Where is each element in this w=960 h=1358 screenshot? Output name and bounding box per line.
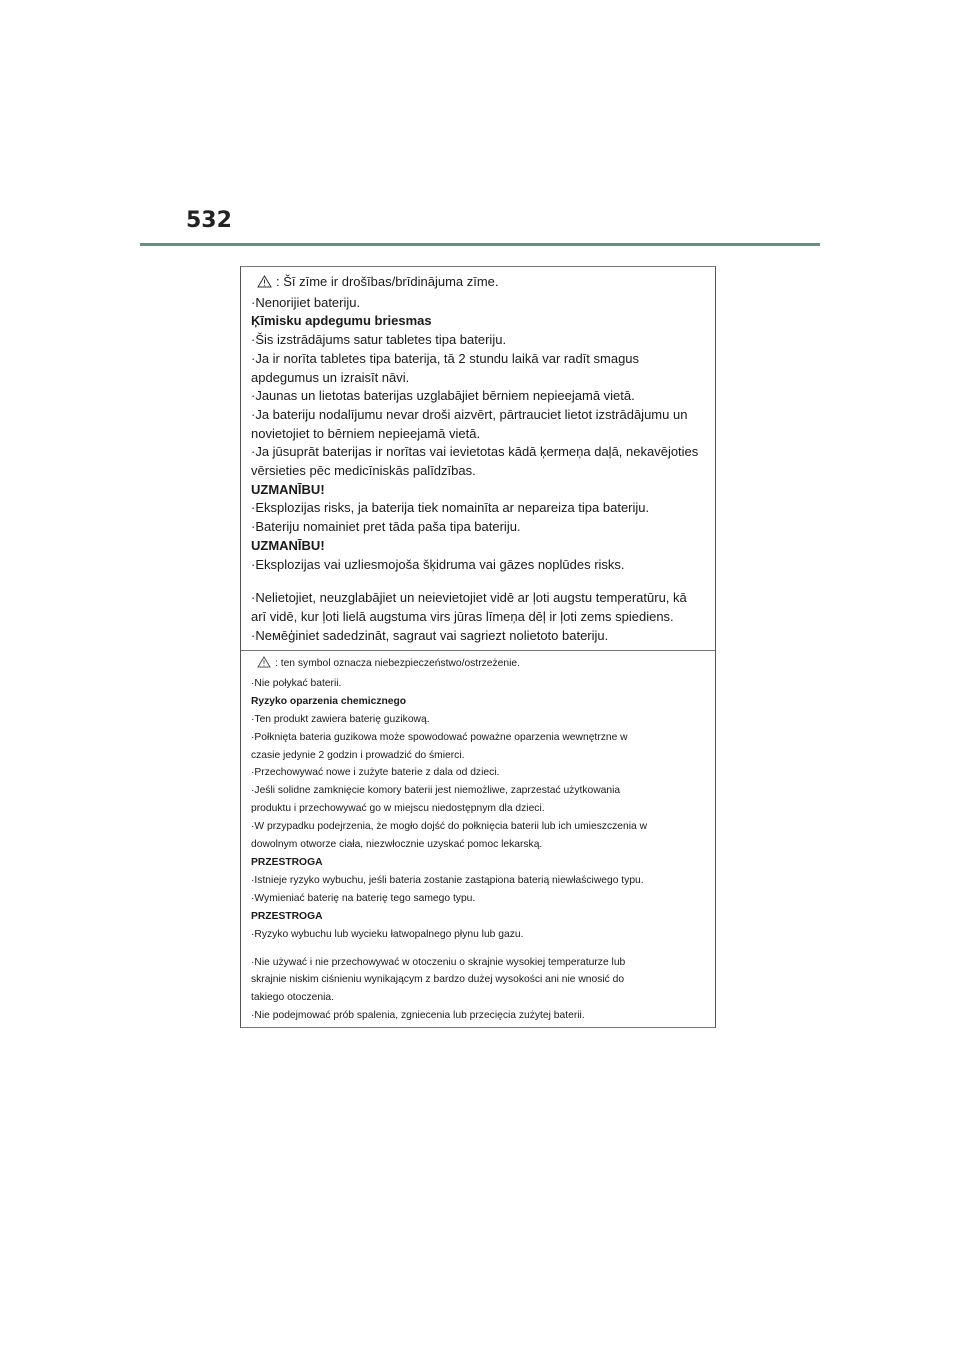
latvian-warning-section <box>241 267 715 651</box>
text-line: ·Jeśli solidne zamknięcie komory baterii jest niemożliwe, zaprzestać użytkowania <box>251 785 621 797</box>
text-line: skrajnie niskim ciśnieniu wynikającym z bardzo dużej wysokości ani nie wnosić do <box>251 974 625 986</box>
polish-symbol-text: : ten symbol oznacza niebezpieczeństwo/ostrzeżenie. <box>275 658 520 669</box>
section-heading: UZMANĪBU! <box>251 481 325 497</box>
text-line: novietojiet to bērniem nepieejamā vietā. <box>251 425 481 441</box>
text-line: ·Ja ir norīta tabletes tipa baterija, tā 2 stundu laikā var radīt smagus <box>251 350 640 366</box>
text-line: apdegumus un izraisīt nāvi. <box>251 369 410 385</box>
text-line: ·Ja bateriju nodalījumu nevar droši aizvērt, pārtrauciet lietot izstrādājumu un <box>251 406 688 422</box>
section-heading: PRZESTROGA <box>251 910 323 922</box>
polish-warning-section <box>241 651 715 1029</box>
latvian-symbol-line <box>251 273 707 294</box>
text-line: produktu i przechowywać go w miejscu niedostępnym dla dzieci. <box>251 803 545 815</box>
text-line: ·Połknięta bateria guzikowa może spowodować poważne oparzenia wewnętrzne w <box>251 731 628 743</box>
text-line: ·Eksplozijas risks, ja baterija tiek nomainīta ar nepareiza tipa bateriju. <box>251 500 650 516</box>
page-number: 532 <box>186 208 232 233</box>
text-line: ·Nenorijiet bateriju. <box>251 294 361 310</box>
warning-triangle-icon <box>257 656 271 675</box>
text-line: ·Eksplozijas vai uzliesmojoša šķidruma vai gāzes noplūdes risks. <box>251 556 625 572</box>
text-line: czasie jedynie 2 godzin i prowadzić do śmierci. <box>251 749 465 761</box>
text-line: takiego otoczenia. <box>251 992 335 1004</box>
text-line: ·Nie używać i nie przechowywać w otoczeniu o skrajnie wysokiej temperaturze lub <box>251 956 626 968</box>
paragraph-gap <box>251 944 707 954</box>
text-line: ·Bateriju nomainiet pret tāda paša tipa bateriju. <box>251 519 521 535</box>
text-line: vērsieties pēc medicīniskās palīdzības. <box>251 463 476 479</box>
warning-triangle-icon <box>257 275 272 294</box>
text-line: ·W przypadku podejrzenia, że mogło dojść do połknięcia baterii lub ich umieszczenia w <box>251 821 648 833</box>
latvian-lines-group-b <box>251 589 707 645</box>
section-heading: UZMANĪBU! <box>251 537 325 553</box>
text-line: dowolnym otworze ciała, niezwłocznie uzyskać pomoc lekarską. <box>251 839 543 851</box>
section-heading: Ryzyko oparzenia chemicznego <box>251 695 407 707</box>
text-line: ·Nelietojiet, neuzglabājiet un neievietojiet vidē ar ļoti augstu temperatūru, kā <box>251 590 687 606</box>
battery-warning-label <box>240 266 716 1028</box>
text-line: ·Ryzyko wybuchu lub wycieku łatwopalnego płynu lub gazu. <box>251 928 524 940</box>
text-line: ·Nie podejmować prób spalenia, zgniecenia lub przecięcia zużytej baterii. <box>251 1010 585 1022</box>
text-line: ·Przechowywać nowe i zużyte baterie z dala od dzieci. <box>251 767 500 779</box>
latvian-symbol-text: : Šī zīme ir drošības/brīdinājuma zīme. <box>276 274 499 289</box>
paragraph-gap <box>251 574 707 589</box>
text-line: ·Istnieje ryzyko wybuchu, jeśli bateria zostanie zastąpiona baterią niewłaściwego typu. <box>251 874 644 886</box>
polish-lines-group-b <box>251 954 707 1026</box>
header-divider <box>140 243 820 246</box>
section-heading: PRZESTROGA <box>251 856 323 868</box>
text-line: arī vidē, kur ļoti lielā augstuma virs jūras līmeņa dēļ ir ļoti zems spiediens. <box>251 608 674 624</box>
text-line: ·Ten produkt zawiera baterię guzikową. <box>251 713 430 725</box>
text-line: ·Jaunas un lietotas baterijas uzglabājiet bērniem nepieejamā vietā. <box>251 388 635 404</box>
polish-lines-group-a <box>251 675 707 944</box>
polish-symbol-line <box>251 655 707 675</box>
text-line: ·Ja jūsuprāt baterijas ir norītas vai ievietotas kādā ķermeņa daļā, nekavējoties <box>251 444 699 460</box>
text-line: ·Wymieniać baterię na baterię tego samego typu. <box>251 892 476 904</box>
section-heading: Ķīmisku apdegumu briesmas <box>251 313 432 329</box>
latvian-lines-group-a <box>251 294 707 575</box>
text-line: ·Šis izstrādājums satur tabletes tipa bateriju. <box>251 332 507 348</box>
text-line: ·Neмēģiniet sadedzināt, sagraut vai sagriezt nolietoto bateriju. <box>251 627 609 643</box>
text-line: ·Nie połykać baterii. <box>251 677 342 689</box>
